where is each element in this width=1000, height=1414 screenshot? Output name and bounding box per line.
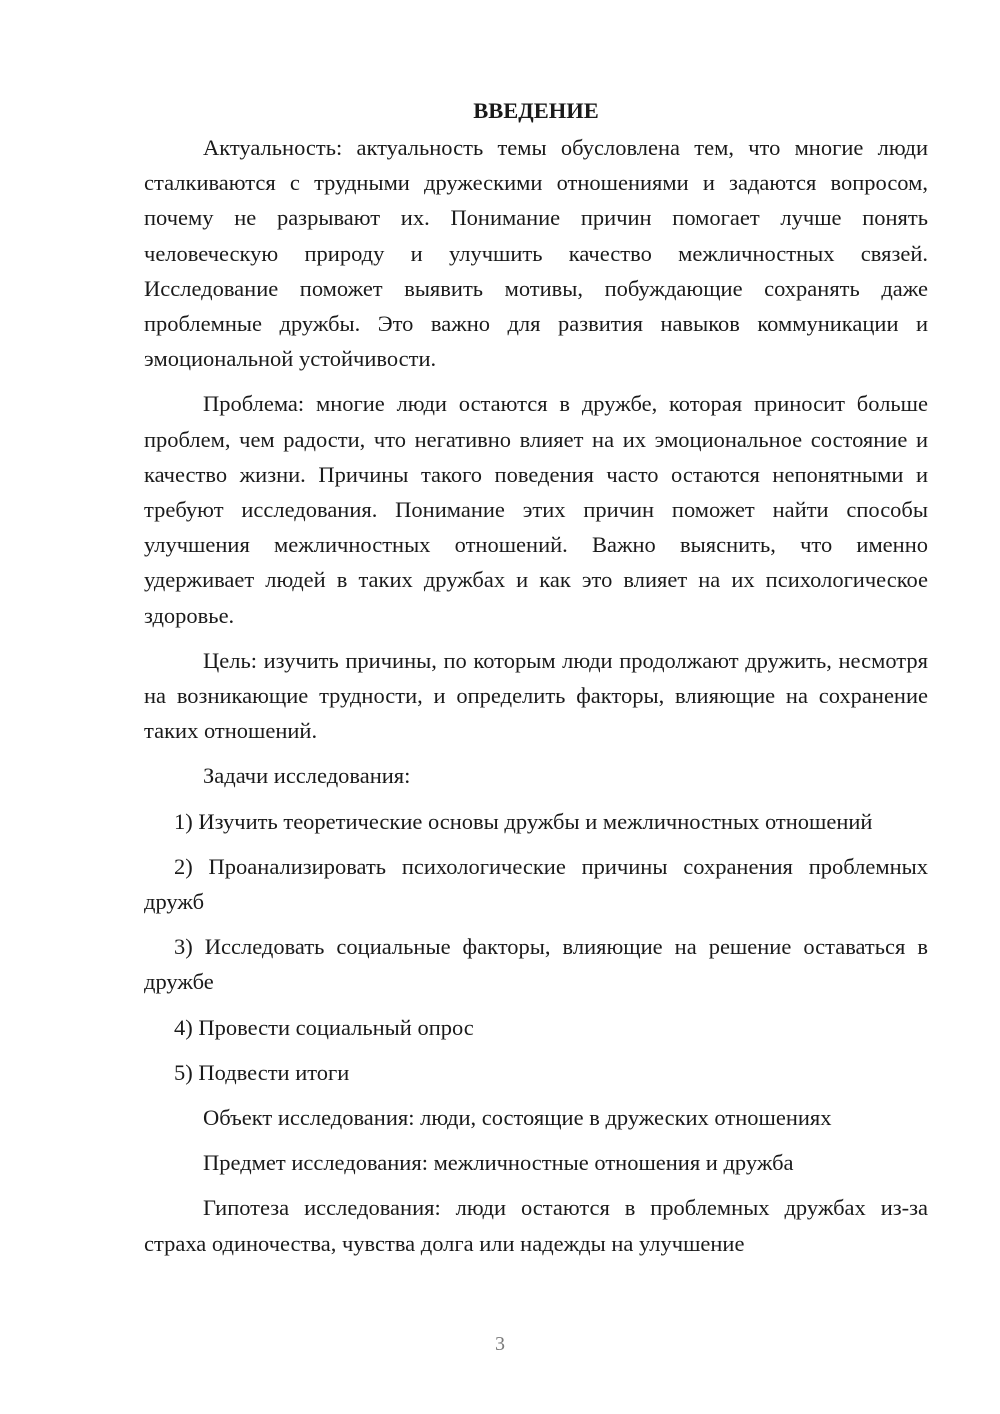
object-paragraph: Объект исследования: люди, состоящие в дружеских отношениях — [203, 1105, 832, 1131]
task-item-2: 2) Проанализировать психологические причины сохранения проблемных дружб — [144, 853, 928, 915]
relevance-paragraph: Актуальность: актуальность темы обусловлена тем, что многие люди сталкиваются с трудными дружескими отношениями и задаются вопросом, почему не разрывают их. Понимание причин помогает лучше понять человеческую природу и улучшить качество межличностных связей. Исследование поможет выявить мотивы, побуждающие сохранять даже проблемные дружбы. Это важно для развития навыков коммуникации и эмоциональной устойчивости. — [144, 135, 928, 372]
tasks-heading: Задачи исследования: — [203, 763, 411, 789]
task-item-4: 4) Провести социальный опрос — [174, 1014, 474, 1040]
task-list — [144, 804, 928, 1090]
problem-paragraph: Проблема: многие люди остаются в дружбе, которая приносит больше проблем, чем радости, что негативно влияет на их эмоциональное состояние и качество жизни. Причины такого поведения часто остаются непонятными и требуют исследования. Понимание этих причин поможет найти способы улучшения межличностных отношений. Важно выяснить, что именно удерживает людей в таких дружбах и как это влияет на их психологическое здоровье. — [144, 391, 928, 628]
page-title: ВВЕДЕНИЕ — [473, 98, 599, 123]
hypothesis-paragraph: Гипотеза исследования: люди остаются в проблемных дружбах из-за страха одиночества, чувства долга или надежды на улучшение — [144, 1195, 928, 1256]
subject-paragraph: Предмет исследования: межличностные отношения и дружба — [203, 1150, 794, 1176]
goal-paragraph: Цель: изучить причины, по которым люди продолжают дружить, несмотря на возникающие трудности, и определить факторы, влияющие на сохранение таких отношений. — [144, 647, 928, 744]
task-item-3: 3) Исследовать социальные факторы, влияющие на решение оставаться в дружбе — [144, 934, 928, 995]
task-item-5: 5) Подвести итоги — [174, 1059, 350, 1085]
page-number: 3 — [495, 1333, 505, 1355]
document-page — [144, 92, 928, 1261]
task-item-1: 1) Изучить теоретические основы дружбы и межличностных отношений — [174, 808, 873, 834]
